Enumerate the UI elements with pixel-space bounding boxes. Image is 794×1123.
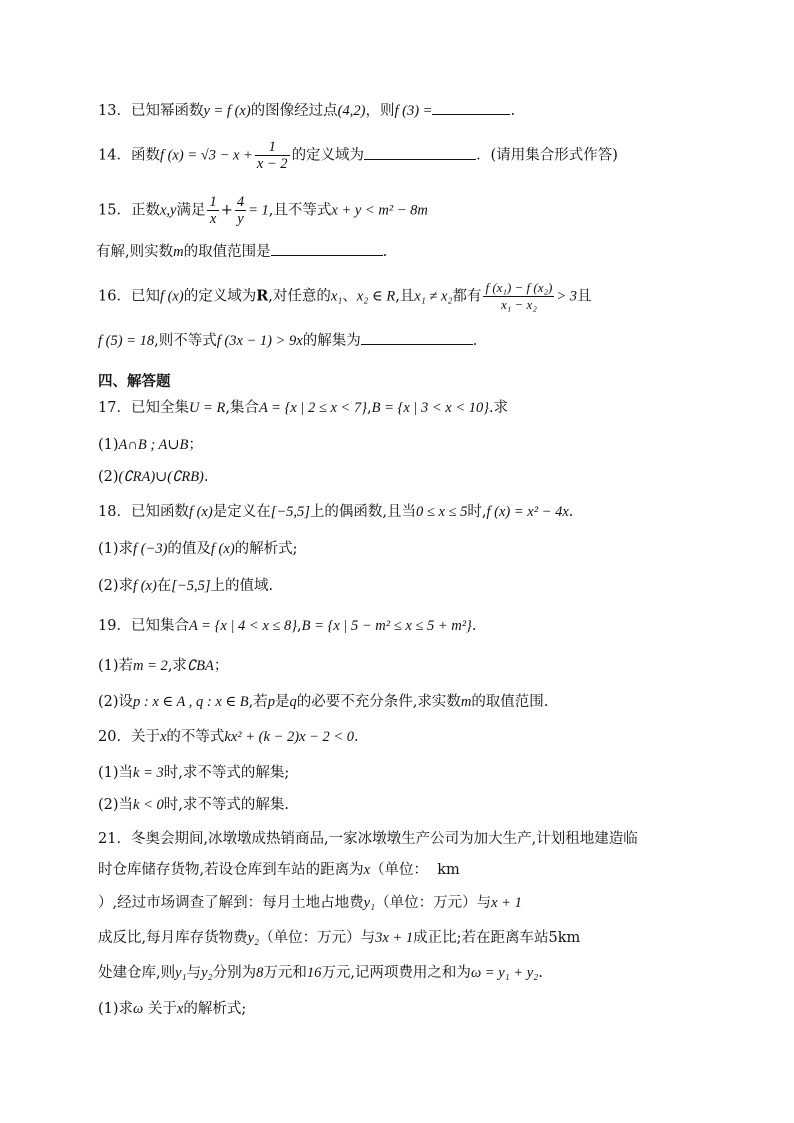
q21-l5e: 分别为 (212, 965, 257, 981)
q18-text3: 上的偶函数,且当 (309, 504, 417, 520)
q15-frac2 (235, 194, 246, 227)
q21-p1d: 的解析式; (183, 1001, 247, 1017)
q14-text2: 的定义域为 (291, 147, 365, 164)
q19-A: A = {x | 4 < x ≤ 8} (188, 618, 298, 634)
q20-ineq: kx² + (k − 2)x − 2 < 0 (224, 729, 355, 745)
q18-f: f (x) (188, 504, 213, 520)
q21-l5j: ω = y₁ + y₂ (470, 965, 539, 981)
q21-p1a: ω (133, 1001, 144, 1017)
q14-text: 14．函数 (98, 147, 160, 164)
q14-num: 1 (255, 139, 290, 156)
q20-p1: (1)当 (98, 765, 134, 781)
q21-l5a: 处建仓库,则 (98, 965, 176, 981)
q21-l2b: x (363, 862, 371, 878)
q18-p1: (1)求 (98, 541, 134, 557)
q19-p2d: 是 (274, 694, 290, 710)
q21-p1b: 关于 (147, 1001, 177, 1017)
q18-text4: 时, (467, 504, 487, 520)
section-heading: 四、解答题 (98, 374, 171, 390)
question-20: 20．关于x的不等式kx² + (k − 2)x − 2 < 0. (98, 729, 359, 745)
q21-l4f: 5km (548, 930, 581, 946)
q17-A: A = {x | 2 ≤ x < 7} (258, 400, 368, 416)
q21-l5f: 8 (256, 965, 264, 981)
q14-text3: ．(请用集合形式作答) (476, 147, 618, 164)
q20-text: 20．关于 (98, 729, 160, 745)
q19-p2c: p (267, 694, 275, 710)
question-18-part1 (98, 539, 298, 559)
q16-den: x₁ − x₂ (500, 297, 537, 312)
q16-text3: ,对任意的 (268, 288, 331, 305)
q15-frac1 (207, 194, 218, 227)
question-18-part2: (2)求f (x)在[−5,5]上的值域. (98, 578, 274, 594)
q21-l5b: y₁ (175, 965, 187, 981)
question-21-line2 (98, 860, 460, 880)
q16-text7: ,则不等式 (154, 333, 217, 349)
q18-p2b: 在 (156, 578, 172, 594)
question-21-part1 (98, 999, 246, 1019)
q21-l5g: 万元和 (263, 965, 307, 981)
q15-n1: 1 (209, 194, 217, 210)
q21-l5i: 万元,记两项费用之和为 (321, 965, 471, 981)
q19-p2b: ,若 (248, 694, 268, 710)
q15-n2: 4 (236, 194, 245, 210)
q21-l4d: 3x + 1 (375, 930, 414, 946)
q16-fraction (483, 280, 554, 313)
q17-p1-end: ； (188, 437, 203, 453)
q21-l3c: （单位：万元）与 (375, 895, 492, 911)
question-15: 15．正数x,y满足 $\frac{1}{x}$ + $\frac{4}{y}$ = 1,且不等式x + y < m² − 8m (98, 194, 428, 227)
q15-ineq: x + y < m² − 8m (331, 202, 428, 219)
q16-x2: x₂ ∈ R (356, 288, 396, 305)
q18-cond: 0 ≤ x ≤ 5 (416, 504, 468, 520)
answer-blank[interactable] (432, 100, 510, 115)
q16-text6: 且 (577, 288, 592, 305)
q15-d2: y (237, 211, 244, 227)
q21-l3b: y₁ (363, 895, 376, 911)
q17-p1-math: A∩B ; A∪B (118, 437, 189, 453)
q21-l4e: 成正比;若在距离车站 (413, 930, 549, 946)
q16-ineq: f (3x − 1) > 9x (216, 333, 303, 349)
q19-p2: (2)设 (98, 694, 134, 710)
q16-f5: f (5) = 18 (98, 333, 155, 349)
q17-U: U = R (188, 400, 226, 416)
question-19-part2: (2)设p : x ∈ A , q : x ∈ B,若p是q的必要不充分条件,求实数m的取值范围. (98, 694, 549, 710)
q21-l5c: 与 (186, 965, 202, 981)
q19-p2h: 的取值范围 (471, 694, 544, 710)
q16-R: R (256, 287, 269, 305)
q15-text2: 满足 (176, 202, 206, 219)
q13-formula2: f (3) = (394, 103, 433, 119)
q18-fx: f (x) = x² − 4x (486, 504, 569, 520)
q17-text3: .求 (489, 400, 509, 416)
q18-interval: [−5,5] (270, 504, 310, 520)
question-21-line3 (98, 893, 522, 913)
question-19-part1 (98, 656, 228, 676)
q21-l2d: km (437, 862, 460, 878)
q19-p1c: ∁BA (186, 658, 214, 674)
q20-p1a: k = 3 (133, 765, 164, 781)
q16-x1: x₁ (330, 288, 343, 305)
q15-d1: x (209, 211, 217, 227)
q21-l3d: x + 1 (491, 895, 522, 911)
q20-p1b: 时,求不等式的解集; (163, 765, 290, 781)
question-21-line4 (98, 928, 580, 948)
q16-text8: 的解集为 (302, 333, 361, 349)
q13-text2: 的图像经过点 (250, 103, 338, 119)
q18-p1b: 的值及 (167, 541, 211, 557)
q16-f: f (x) (159, 288, 184, 305)
q18-p1a: f (−3) (133, 541, 168, 557)
q19-p2f: 的必要不充分条件,求实数 (296, 694, 461, 710)
question-17: 17．已知全集U = R,集合A = {x | 2 ≤ x < 7},B = {x | 3 < x < 10}.求 (98, 400, 509, 416)
q19-p1d: ； (213, 658, 229, 674)
q16-text2: 的定义域为 (183, 288, 257, 305)
q19-p1: (1)若 (98, 658, 134, 674)
q16-num: f (x₁) − f (x₂) (485, 280, 553, 295)
question-18: 18．已知函数f (x)是定义在[−5,5]上的偶函数,且当0 ≤ x ≤ 5时,f (x) = x² − 4x. (98, 504, 574, 520)
answer-blank[interactable] (364, 145, 476, 160)
q19-p2g: m (460, 694, 472, 710)
q17-text2: ,集合 (225, 400, 259, 416)
q19-p1b: ,求 (167, 658, 187, 674)
q17-p2: (2) (98, 469, 119, 485)
question-21-line1: 21．冬奥会期间,冰墩墩成热销商品,一家冰墩墩生产公司为加大生产,计划租地建造临 (98, 831, 638, 847)
q16-text: 16．已知 (98, 288, 160, 305)
q19-text: 19．已知集合 (98, 618, 189, 634)
q21-l5d: y₂ (201, 965, 213, 981)
q14-formula: f (x) = √3 − x + (159, 147, 253, 164)
q21-l4b: y₂ (247, 930, 260, 946)
q20-text2: 的不等式 (166, 729, 225, 745)
q21-l5h: 16 (306, 965, 322, 981)
q20-p2: (2)当 (98, 797, 134, 813)
q18-p1c: f (x) (210, 541, 235, 557)
q19-p1a: m = 2 (133, 658, 168, 674)
q14-fraction (255, 139, 290, 172)
q15-eq: = 1 (248, 202, 269, 219)
question-17-part2: (2)(∁RA)∪(∁RB). (98, 469, 209, 485)
q14-den: x − 2 (256, 156, 288, 172)
q13-point: (4,2) (337, 103, 366, 119)
q20-p2b: 时,求不等式的解集 (163, 797, 285, 813)
question-14 (98, 139, 618, 172)
q18-p2a: f (x) (133, 578, 157, 594)
q21-l4c: （单位：万元）与 (259, 930, 376, 946)
q15-m: m (173, 244, 184, 260)
q18-p2: (2)求 (98, 578, 134, 594)
question-20-part1 (98, 763, 289, 783)
q18-p2c: [−5,5] (171, 578, 211, 594)
question-16 (98, 280, 592, 313)
q18-p2d: 上的值域 (210, 578, 269, 594)
q19-B: B = {x | 5 − m² ≤ x ≤ 5 + m²} (301, 618, 472, 634)
question-20-part2: (2)当k < 0时,求不等式的解集. (98, 797, 289, 813)
q15-text: 15．正数 (98, 202, 160, 219)
q18-text2: 是定义在 (212, 504, 271, 520)
q16-sep: 、 (342, 288, 357, 305)
q17-p1: (1) (98, 437, 119, 453)
q18-text: 18．已知函数 (98, 504, 189, 520)
question-13: 13．已知幂函数y = f (x)的图像经过点(4,2)，则f (3) = . (98, 100, 515, 121)
q16-gt: > 3 (556, 288, 578, 305)
q15-text5: 的取值范围是 (183, 244, 271, 260)
q16-text4: ,且 (395, 288, 415, 305)
q21-p1c: x (176, 1001, 184, 1017)
answer-blank[interactable] (271, 241, 383, 256)
q17-B: B = {x | 3 < x < 10} (371, 400, 490, 416)
q21-l4a: 成反比,每月库存货物费 (98, 930, 248, 946)
q17-text: 17．已知全集 (98, 400, 189, 416)
q18-p1d: 的解析式; (234, 541, 298, 557)
q20-x: x (159, 729, 167, 745)
q21-l2a: 时仓库储存货物,若设仓库到车站的距离为 (98, 862, 364, 878)
q13-formula: y = f (x) (203, 103, 251, 119)
question-19: 19．已知集合A = {x | 4 < x ≤ 8},B = {x | 5 − m² ≤ x ≤ 5 + m²}. (98, 618, 477, 634)
q16-neq: x₁ ≠ x₂ (414, 288, 453, 305)
q15-vars: x,y (159, 202, 177, 219)
question-17-part1 (98, 435, 203, 455)
q13-text3: ，则 (365, 103, 395, 119)
q21-p1: (1)求 (98, 1001, 134, 1017)
question-15-line2: 有解,则实数m的取值范围是 . (96, 241, 387, 262)
q15-text3: ,且不等式 (268, 202, 332, 219)
q19-p2a: p : x ∈ A , q : x ∈ B (133, 694, 249, 710)
q20-p2a: k < 0 (133, 797, 164, 813)
answer-blank[interactable] (361, 330, 473, 345)
q15-text4: 有解,则实数 (96, 244, 174, 260)
question-16-line2: f (5) = 18,则不等式f (3x − 1) > 9x的解集为 . (98, 330, 477, 351)
q16-text5: 都有 (452, 288, 482, 305)
q21-l2c: （单位： (370, 862, 429, 878)
q17-p2-math: (∁RA)∪(∁RB) (118, 469, 204, 485)
q13-text: 13．已知幂函数 (98, 103, 204, 119)
q21-l3a: ）,经过市场调查了解到：每月土地占地费 (98, 895, 364, 911)
question-21-line5: 处建仓库,则y₁与y₂分别为8万元和16万元,记两项费用之和为ω = y₁ + y₂. (98, 965, 543, 981)
q19-p2e: q (289, 694, 297, 710)
